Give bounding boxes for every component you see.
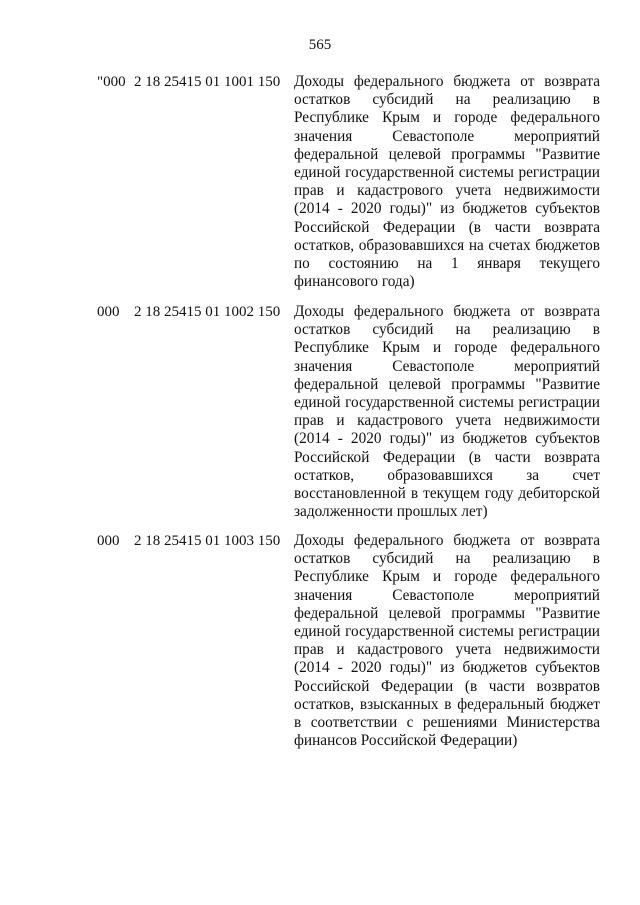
budget-entry xyxy=(0,532,640,762)
entry-prefix: 000 xyxy=(97,304,120,320)
entry-prefix: 000 xyxy=(97,533,120,549)
budget-classification-code: 2 18 25415 01 1001 150 xyxy=(134,74,281,90)
budget-classification-code: 2 18 25415 01 1002 150 xyxy=(134,304,281,320)
budget-entry xyxy=(0,73,640,303)
budget-classification-code: 2 18 25415 01 1003 150 xyxy=(134,533,281,549)
budget-entry xyxy=(0,303,640,533)
page-number: 565 xyxy=(308,37,332,53)
entry-prefix: "000 xyxy=(97,74,126,90)
entry-description: Доходы федерального бюджета от возврата остатков субсидий на реализацию в Республике Крым и городе федерального значения Севастополе мероприятий федеральной целевой программы "Развитие единой государственной системы регистрации прав и кадастрового учета недвижимости (2014 - 2020 годы)" из бюджетов субъектов Российской Федерации (в части возврата остатков, образовавшихся за счет восстановленной в текущем году дебиторской задолженности прошлых лет) xyxy=(294,303,600,521)
entry-description: Доходы федерального бюджета от возврата остатков субсидий на реализацию в Республике Крым и городе федерального значения Севастополе мероприятий федеральной целевой программы "Развитие единой государственной системы регистрации прав и кадастрового учета недвижимости (2014 - 2020 годы)" из бюджетов субъектов Российской Федерации (в части возвратов остатков, взысканных в федеральный бюджет в соответствии с решениями Министерства финансов Российской Федерации) xyxy=(294,532,600,750)
entry-description: Доходы федерального бюджета от возврата остатков субсидий на реализацию в Республике Крым и городе федерального значения Севастополе мероприятий федеральной целевой программы "Развитие единой государственной системы регистрации прав и кадастрового учета недвижимости (2014 - 2020 годы)" из бюджетов субъектов Российской Федерации (в части возврата остатков, образовавшихся на счетах бюджетов по состоянию на 1 января текущего финансового года) xyxy=(294,73,600,291)
